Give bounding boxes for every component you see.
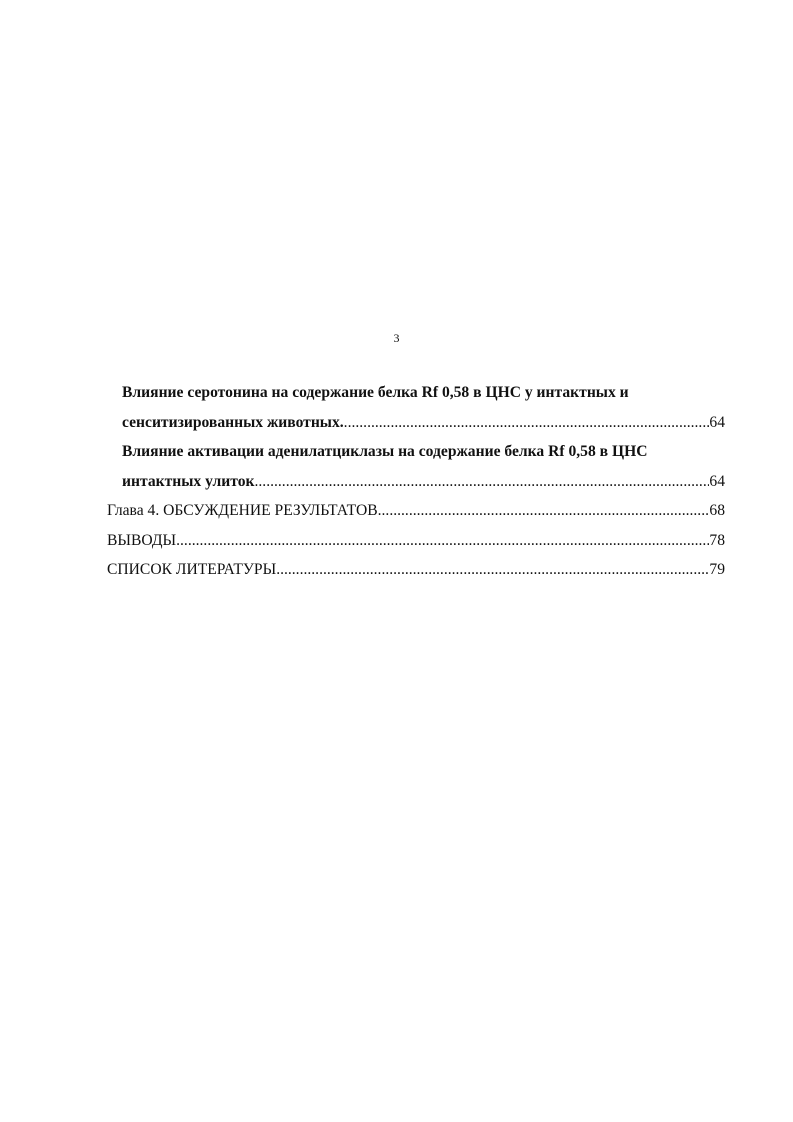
toc-entry-title: Глава 4. ОБСУЖДЕНИЕ РЕЗУЛЬТАТОВ: [107, 502, 378, 519]
toc-entry-serotonin-line2: [107, 408, 725, 438]
dot-leader: [276, 555, 709, 585]
page-number: 3: [393, 331, 400, 345]
toc-entry-title: Влияние серотонина на содержание белка Rf 0,58 в ЦНС у интактных и: [122, 384, 629, 401]
toc-entry-title: Влияние активации аденилатциклазы на содержание белка Rf 0,58 в ЦНС: [122, 443, 648, 460]
toc-page-number: 78: [709, 531, 725, 549]
dot-leader: [378, 496, 710, 526]
toc-entry-chapter4: [107, 496, 725, 526]
toc-entry-adenylate-line1: [107, 437, 725, 467]
toc-page-number: 68: [709, 502, 725, 519]
toc-entry-serotonin-line1: [107, 378, 725, 408]
toc-page-number: 64: [709, 413, 725, 431]
toc-entry-conclusions: [107, 526, 725, 556]
toc-entry-title: СПИСОК ЛИТЕРАТУРЫ: [107, 561, 277, 578]
toc-page-number: 64: [709, 472, 725, 490]
toc-entry-adenylate-line2: [107, 467, 725, 497]
table-of-contents: [107, 378, 725, 585]
toc-page-number: 79: [709, 561, 725, 578]
toc-entry-title-continued: сенситизированных животных.: [122, 413, 344, 431]
toc-entry-references: [107, 555, 725, 585]
dot-leader: [344, 408, 710, 438]
dot-leader: [255, 467, 710, 497]
toc-entry-title: ВЫВОДЫ: [107, 531, 177, 549]
toc-entry-title-continued: интактных улиток: [122, 472, 255, 490]
dot-leader: [176, 526, 709, 556]
